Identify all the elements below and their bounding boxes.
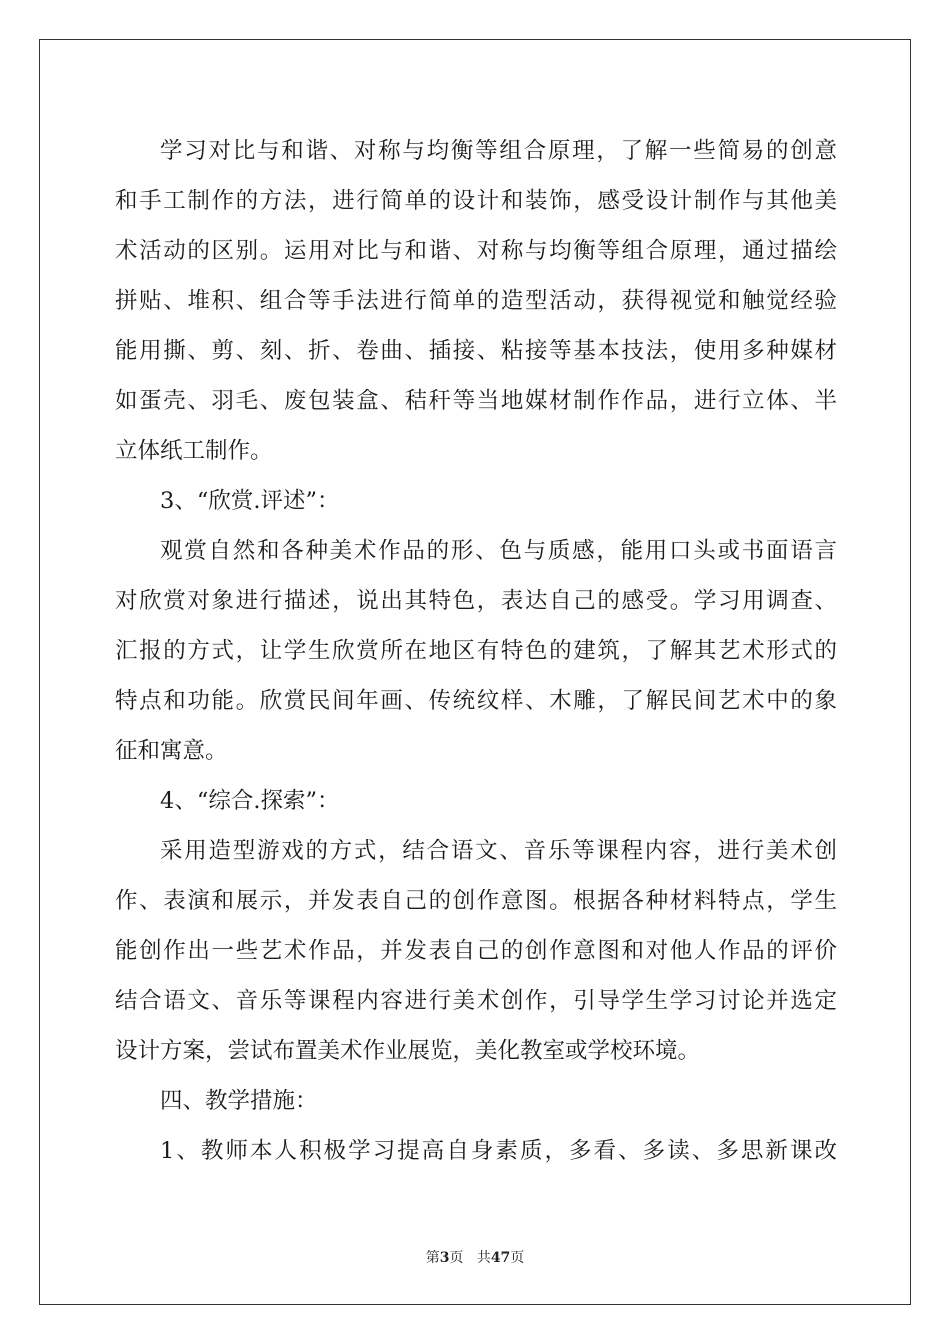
text-line: 学习对比与和谐、对称与均衡等组合原理，了解一些简易的创意	[160, 138, 837, 164]
text-line: 如蛋壳、羽毛、废包装盒、秸秆等当地媒材制作作品，进行立体、半	[115, 388, 837, 414]
text-line: 结合语文、音乐等课程内容进行美术创作，引导学生学习讨论并选定	[115, 988, 837, 1014]
text-line: 汇报的方式，让学生欣赏所在地区有特色的建筑，了解其艺术形式的	[115, 638, 837, 664]
text-line: 和手工制作的方法，进行简单的设计和装饰，感受设计制作与其他美	[115, 188, 837, 214]
text-line: 立体纸工制作。	[115, 438, 273, 464]
text-line: 能用撕、剪、刻、折、卷曲、插接、粘接等基本技法，使用多种媒材	[115, 338, 837, 364]
section-heading: 四、教学措施：	[160, 1088, 318, 1114]
text-line: 设计方案，尝试布置美术作业展览，美化教室或学校环境。	[115, 1038, 701, 1064]
text-line: 1、教师本人积极学习提高自身素质，多看、多读、多思新课改	[160, 1138, 837, 1164]
footer-page-suffix: 页	[449, 1250, 464, 1266]
current-page-number: 3	[439, 1250, 450, 1266]
document-body	[115, 126, 837, 1176]
text-line: 术活动的区别。运用对比与和谐、对称与均衡等组合原理，通过描绘	[115, 238, 837, 264]
section-heading: 4、“综合.探索”：	[160, 788, 340, 814]
text-line: 采用造型游戏的方式，结合语文、音乐等课程内容，进行美术创	[160, 838, 837, 864]
text-line: 特点和功能。欣赏民间年画、传统纹样、木雕，了解民间艺术中的象	[115, 688, 837, 714]
footer-total-suffix: 页	[510, 1250, 525, 1266]
text-line: 观赏自然和各种美术作品的形、色与质感，能用口头或书面语言	[160, 538, 837, 564]
footer-prefix: 第	[425, 1250, 440, 1266]
text-line: 拼贴、堆积、组合等手法进行简单的造型活动，获得视觉和触觉经验	[115, 288, 837, 314]
footer-total-prefix: 共	[476, 1250, 491, 1266]
text-line: 作、表演和展示，并发表自己的创作意图。根据各种材料特点，学生	[115, 888, 837, 914]
text-line: 能创作出一些艺术作品，并发表自己的创作意图和对他人作品的评价	[115, 938, 837, 964]
section-heading: 3、“欣赏.评述”：	[160, 488, 340, 514]
total-page-count: 47	[490, 1250, 511, 1266]
text-line: 对欣赏对象进行描述，说出其特色，表达自己的感受。学习用调查、	[115, 588, 837, 614]
text-line: 征和寓意。	[115, 738, 228, 764]
page-footer	[0, 1247, 950, 1267]
